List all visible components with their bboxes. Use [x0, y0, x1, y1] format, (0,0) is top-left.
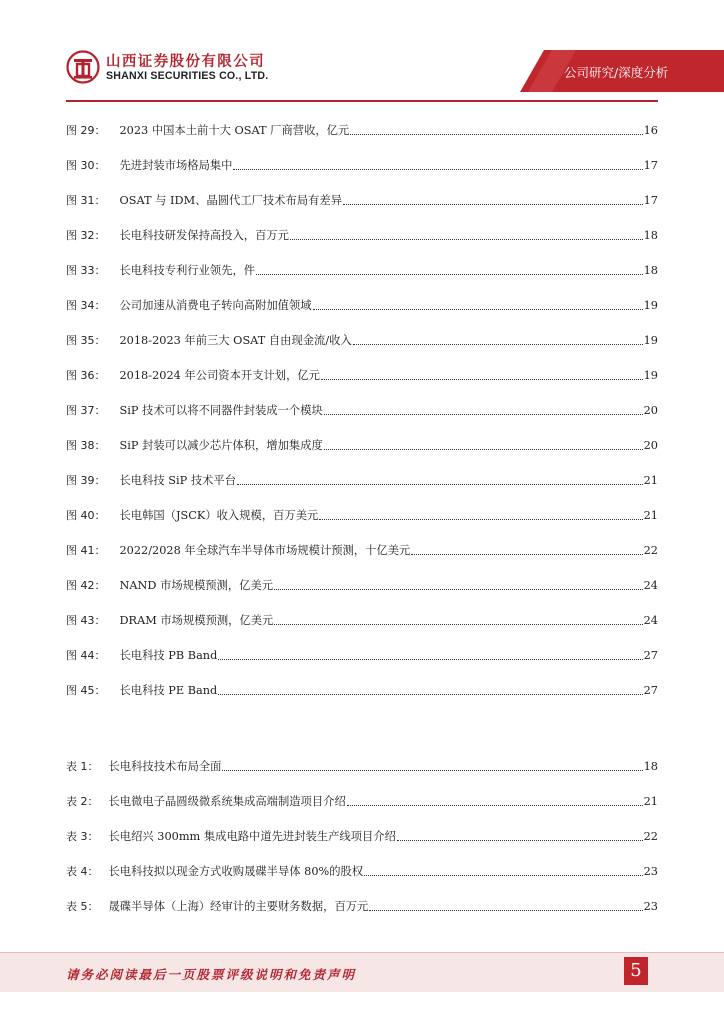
dot-leader: [364, 875, 642, 876]
dot-leader: [290, 239, 643, 240]
figure-label: 图 34：: [66, 299, 106, 312]
figure-title: 长电科技 SiP 技术平台: [119, 474, 237, 487]
dot-leader: [343, 204, 643, 205]
dot-leader: [319, 519, 642, 520]
figure-entry[interactable]: [66, 188, 658, 208]
figure-label: 图 35：: [66, 334, 106, 347]
figure-label: 图 32：: [66, 229, 106, 242]
figure-title: 长电韩国（JSCK）收入规模，百万美元: [119, 509, 319, 522]
figure-entry[interactable]: [66, 398, 658, 418]
figure-entry[interactable]: [66, 503, 658, 523]
dot-leader: [324, 414, 643, 415]
figure-title: 长电科技专利行业领先，件: [119, 264, 256, 277]
figure-title: 公司加速从消费电子转向高附加值领域: [119, 299, 312, 312]
figure-label: 图 38：: [66, 439, 106, 452]
footer-divider: [0, 952, 724, 953]
header-section-tab: [0, 0, 724, 100]
dot-leader: [321, 379, 643, 380]
table-label: 表 5：: [66, 900, 99, 913]
section-label: 公司研究/深度分析: [564, 65, 669, 80]
dot-leader: [353, 344, 643, 345]
figure-label: 图 31：: [66, 194, 106, 207]
dot-leader: [222, 770, 642, 771]
page-ref: 19: [643, 334, 658, 347]
dot-leader: [256, 274, 643, 275]
dot-leader: [347, 805, 643, 806]
figure-entry[interactable]: [66, 433, 658, 453]
dot-leader: [411, 554, 642, 555]
figure-label: 图 39：: [66, 474, 106, 487]
figure-title: 2018-2024 年公司资本开支计划，亿元: [119, 369, 320, 382]
figure-label: 图 33：: [66, 264, 106, 277]
figure-title: 2023 中国本土前十大 OSAT 厂商营收，亿元: [119, 124, 350, 137]
figure-entry[interactable]: [66, 223, 658, 243]
page-ref: 21: [643, 509, 658, 522]
figure-title: 2018-2023 年前三大 OSAT 自由现金流/收入: [119, 334, 352, 347]
page-ref: 21: [643, 795, 658, 808]
page-header: [0, 0, 724, 100]
dot-leader: [274, 624, 642, 625]
table-label: 表 4：: [66, 865, 99, 878]
figure-label: 图 45：: [66, 684, 106, 697]
table-entry[interactable]: [66, 824, 658, 844]
figure-entry[interactable]: [66, 643, 658, 663]
figure-entry[interactable]: [66, 538, 658, 558]
figure-label: 图 41：: [66, 544, 106, 557]
table-title: 长电科技技术布局全面: [108, 760, 222, 773]
table-label: 表 1：: [66, 760, 99, 773]
page-ref: 23: [643, 865, 658, 878]
figure-label: 图 36：: [66, 369, 106, 382]
figure-title: 长电科技研发保持高投入，百万元: [119, 229, 289, 242]
disclaimer-note: 请务必阅读最后一页股票评级说明和免责声明: [66, 967, 357, 982]
dot-leader: [324, 449, 643, 450]
dot-leader: [397, 840, 643, 841]
figure-entry[interactable]: [66, 118, 658, 138]
page-ref: 27: [643, 649, 658, 662]
page-ref: 22: [643, 830, 658, 843]
figure-entry[interactable]: [66, 328, 658, 348]
page-ref: 18: [643, 760, 658, 773]
page-ref: 20: [643, 404, 658, 417]
table-entry[interactable]: [66, 859, 658, 879]
table-title: 长电微电子晶圆级微系统集成高端制造项目介绍: [108, 795, 346, 808]
figure-label: 图 30：: [66, 159, 106, 172]
table-title: 长电绍兴 300mm 集成电路中道先进封装生产线项目介绍: [108, 830, 396, 843]
page-ref: 18: [643, 264, 658, 277]
figure-entry[interactable]: [66, 258, 658, 278]
page-ref: 24: [643, 579, 658, 592]
page-ref: 19: [643, 369, 658, 382]
dot-leader: [218, 694, 642, 695]
figure-entry[interactable]: [66, 573, 658, 593]
page-ref: 27: [643, 684, 658, 697]
page-ref: 17: [643, 159, 658, 172]
page-ref: 19: [643, 299, 658, 312]
dot-leader: [274, 589, 643, 590]
figure-title: 先进封装市场格局集中: [119, 159, 233, 172]
figure-title: 2022/2028 年全球汽车半导体市场规模计预测，十亿美元: [119, 544, 411, 557]
figure-entry[interactable]: [66, 608, 658, 628]
company-name-cn: 山西证券股份有限公司: [106, 54, 265, 70]
page-ref: 17: [643, 194, 658, 207]
figure-title: DRAM 市场规模预测，亿美元: [119, 614, 274, 627]
table-label: 表 2：: [66, 795, 99, 808]
table-label: 表 3：: [66, 830, 99, 843]
figure-title: NAND 市场规模预测，亿美元: [119, 579, 274, 592]
dot-leader: [237, 484, 643, 485]
table-entry[interactable]: [66, 894, 658, 914]
figure-entry[interactable]: [66, 678, 658, 698]
page-number: 5: [624, 957, 648, 985]
figure-label: 图 37：: [66, 404, 106, 417]
table-title: 长电科技拟以现金方式收购晟碟半导体 80%的股权: [108, 865, 364, 878]
page-ref: 16: [643, 124, 658, 137]
figure-entry[interactable]: [66, 293, 658, 313]
page-ref: 23: [643, 900, 658, 913]
table-entry[interactable]: [66, 789, 658, 809]
figure-title: 长电科技 PB Band: [119, 649, 218, 662]
company-name-en: SHANXI SECURITIES CO., LTD.: [106, 70, 269, 82]
header-divider: [66, 100, 658, 102]
dot-leader: [313, 309, 643, 310]
figure-entry[interactable]: [66, 363, 658, 383]
figure-label: 图 29：: [66, 124, 106, 137]
figure-label: 图 43：: [66, 614, 106, 627]
figure-title: SiP 封装可以减少芯片体积，增加集成度: [119, 439, 323, 452]
figure-entry[interactable]: [66, 153, 658, 173]
dot-leader: [350, 134, 642, 135]
page-ref: 24: [643, 614, 658, 627]
figure-title: SiP 技术可以将不同器件封装成一个模块: [119, 404, 323, 417]
table-entry[interactable]: [66, 754, 658, 774]
dot-leader: [369, 910, 642, 911]
figure-label: 图 42：: [66, 579, 106, 592]
dot-leader: [233, 169, 642, 170]
page-ref: 18: [643, 229, 658, 242]
figure-title: 长电科技 PE Band: [119, 684, 218, 697]
table-title: 晟碟半导体（上海）经审计的主要财务数据，百万元: [108, 900, 369, 913]
figure-label: 图 44：: [66, 649, 106, 662]
dot-leader: [218, 659, 642, 660]
page-ref: 20: [643, 439, 658, 452]
page-ref: 21: [643, 474, 658, 487]
page-ref: 22: [643, 544, 658, 557]
figure-entry[interactable]: [66, 468, 658, 488]
figure-title: OSAT 与 IDM、晶圆代工厂技术布局有差异: [119, 194, 343, 207]
figure-label: 图 40：: [66, 509, 106, 522]
